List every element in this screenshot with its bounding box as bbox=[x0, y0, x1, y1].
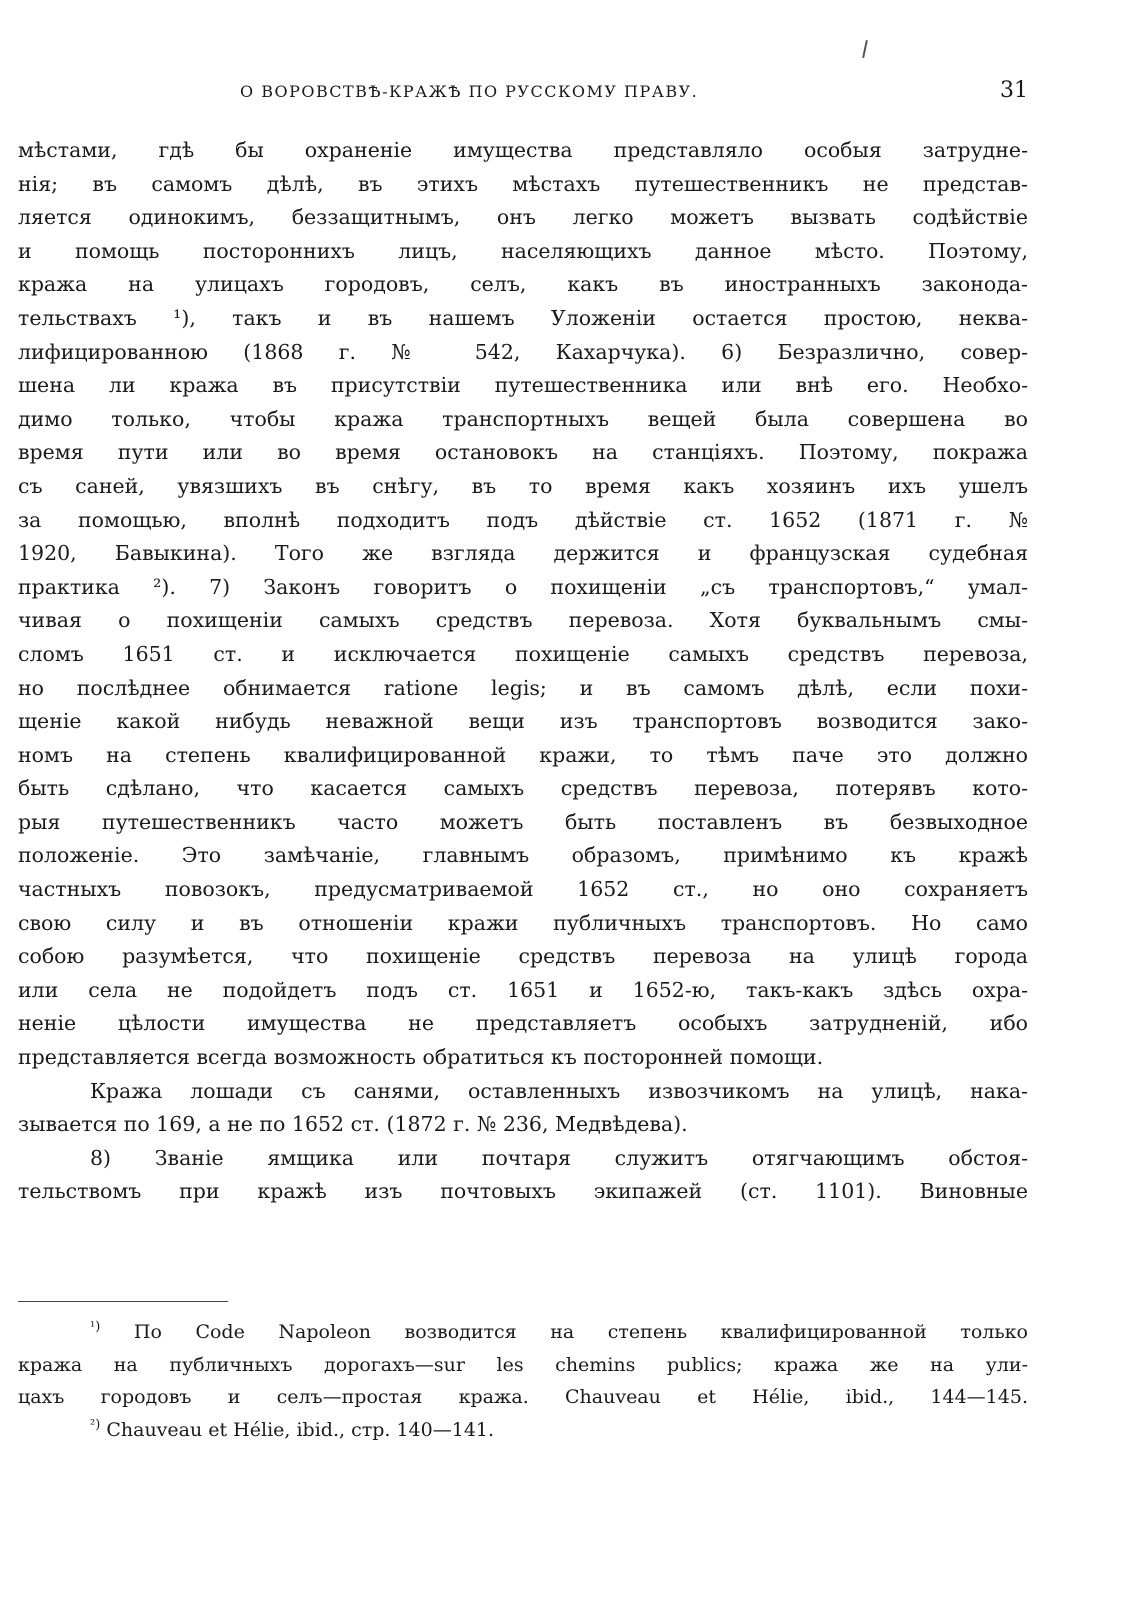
text-line: щеніе какой нибудь неважной вещи изъ транспортовъ возводится зако- bbox=[18, 709, 1028, 734]
text-line: или села не подойдетъ подъ ст. 1651 и 1652-ю, такъ-какъ здѣсь охра- bbox=[18, 977, 1028, 1002]
text-line: съ саней, увязшихъ въ снѣгу, въ то время какъ хозяинъ ихъ ушелъ bbox=[18, 473, 1028, 498]
running-title: О ВОРОВСТВѢ-КРАЖѢ ПО РУССКОМУ ПРАВУ. bbox=[240, 82, 699, 101]
text-line: Кража лошади съ санями, оставленныхъ извозчикомъ на улицѣ, нака- bbox=[90, 1078, 1028, 1103]
footnote-1-line: кража на публичныхъ дорогахъ—sur les chemins publics; кража же на ули- bbox=[18, 1353, 1028, 1376]
footnotes bbox=[18, 1316, 1028, 1446]
text-line: но послѣднее обнимается ratione legis; и въ самомъ дѣлѣ, если похи- bbox=[18, 675, 1028, 700]
text-line: положеніе. Это замѣчаніе, главнымъ образомъ, примѣнимо къ кражѣ bbox=[18, 843, 1028, 868]
text-line: быть сдѣлано, что касается самыхъ средствъ перевоза, потерявъ кото- bbox=[18, 776, 1028, 801]
footnote-1-marker: ¹) bbox=[90, 1319, 101, 1335]
footnote-divider bbox=[18, 1301, 228, 1302]
text-line: 8) Званіе ямщика или почтаря служитъ отягчающимъ обстоя- bbox=[90, 1145, 1028, 1170]
text-line: сломъ 1651 ст. и исключается похищеніе самыхъ средствъ перевоза, bbox=[18, 641, 1028, 666]
text-line: и помощь постороннихъ лицъ, населяющихъ данное мѣсто. Поэтому, bbox=[18, 238, 1028, 263]
footnote-2-text: Chauveau et Hélie, ibid., стр. 140—141. bbox=[106, 1418, 495, 1441]
text-line: димо только, чтобы кража транспортныхъ вещей была совершена во bbox=[18, 406, 1028, 431]
text-line: неніе цѣлости имущества не представляетъ особыхъ затрудненій, ибо bbox=[18, 1011, 1028, 1036]
footnote-1-line: цахъ городовъ и селъ—простая кража. Chauveau et Hélie, ibid., 144—145. bbox=[18, 1386, 1028, 1408]
text-line: частныхъ повозокъ, предусматриваемой 1652 ст., но оно сохраняетъ bbox=[18, 877, 1028, 902]
text-line: 1920, Бавыкина). Того же взгляда держится и французская судебная bbox=[18, 541, 1028, 566]
text-line: нія; въ самомъ дѣлѣ, въ этихъ мѣстахъ путешественникъ не представ- bbox=[18, 171, 1028, 196]
running-header bbox=[18, 78, 1028, 108]
text-line: мѣстами, гдѣ бы охраненіе имущества представляло особыя затрудне- bbox=[18, 138, 1028, 162]
footnote-1-text: По Code Napoleon возводится на степень квалифицированной только bbox=[133, 1321, 1028, 1343]
text-line: за помощью, вполнѣ подходитъ подъ дѣйствіе ст. 1652 (1871 г. № bbox=[18, 507, 1028, 532]
text-line: рыя путешественникъ часто можетъ быть поставленъ въ безвыходное bbox=[18, 809, 1028, 834]
text-line: ляется одинокимъ, беззащитнымъ, онъ легко можетъ вызвать содѣйствіе bbox=[18, 205, 1028, 230]
page-number: 31 bbox=[1000, 78, 1028, 103]
text-line: практика ²). 7) Законъ говоритъ о похищеніи „съ транспортовъ,“ умал- bbox=[18, 574, 1028, 599]
text-line: тельствомъ при кражѣ изъ почтовыхъ экипажей (ст. 1101). Виновные bbox=[18, 1179, 1028, 1204]
footnote-2-line bbox=[18, 1414, 1028, 1447]
text-line: тельствахъ ¹), такъ и въ нашемъ Уложеніи остается простою, неква- bbox=[18, 305, 1028, 330]
text-line: лифицированною (1868 г. № 542, Кахарчука). 6) Безразлично, совер- bbox=[18, 339, 1028, 364]
text-line: время пути или во время остановокъ на станціяхъ. Поэтому, покража bbox=[18, 440, 1028, 465]
text-line: зывается по 169, а не по 1652 ст. (1872 г. № 236, Медвѣдева). bbox=[18, 1112, 688, 1137]
text-line: собою разумѣется, что похищеніе средствъ перевоза на улицѣ города bbox=[18, 944, 1028, 969]
footnote-1-line bbox=[18, 1316, 1028, 1349]
footnote-2-marker: ²) bbox=[90, 1417, 101, 1433]
body-text bbox=[18, 134, 1028, 1209]
text-line: чивая о похищеніи самыхъ средствъ перевоза. Хотя буквальнымъ смы- bbox=[18, 608, 1028, 633]
text-line: номъ на степень квалифицированной кражи, то тѣмъ паче это должно bbox=[18, 742, 1028, 767]
text-line: кража на улицахъ городовъ, селъ, какъ въ иностранныхъ законода- bbox=[18, 272, 1028, 297]
text-line: представляется всегда возможность обратиться къ посторонней помощи. bbox=[18, 1045, 824, 1070]
stray-pen-mark bbox=[862, 40, 868, 58]
text-line: шена ли кража въ присутствіи путешественника или внѣ его. Необхо- bbox=[18, 373, 1028, 398]
book-page bbox=[18, 0, 1028, 1621]
text-line: свою силу и въ отношеніи кражи публичныхъ транспортовъ. Но само bbox=[18, 910, 1028, 935]
